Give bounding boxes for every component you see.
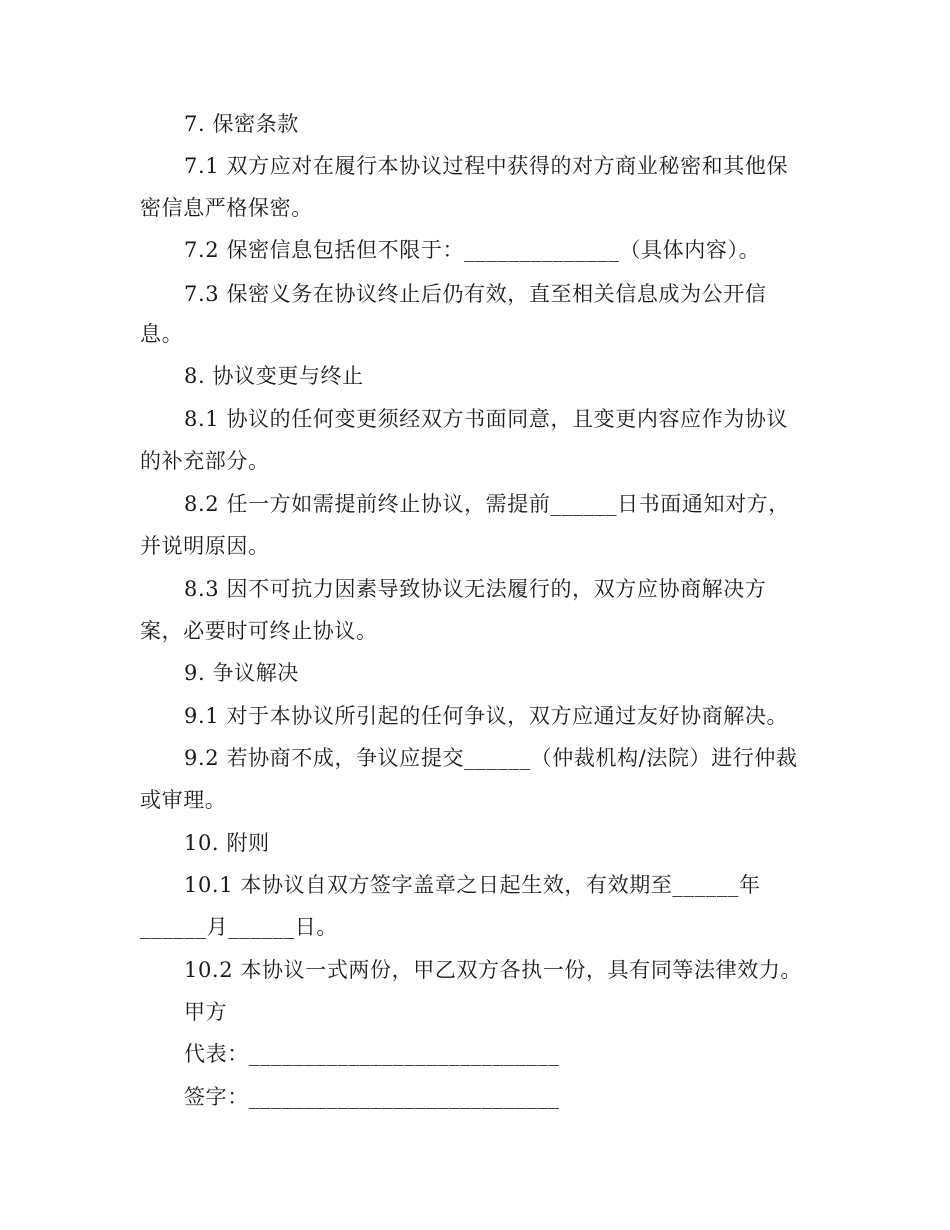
clause-7-3: 7.3 保密义务在协议终止后仍有效，直至相关信息成为公开信	[184, 282, 767, 306]
representative-line: 代表：____________________________	[184, 1042, 560, 1066]
clause-9-1: 9.1 对于本协议所引起的任何争议，双方应通过友好协商解决。	[184, 704, 789, 728]
clause-8-3-cont: 案，必要时可终止协议。	[140, 619, 378, 643]
clause-8-1-cont: 的补充部分。	[140, 449, 270, 473]
clause-10-2: 10.2 本协议一式两份，甲乙双方各执一份，具有同等法律效力。	[184, 958, 803, 982]
section-9-heading: 9. 争议解决	[184, 661, 299, 685]
clause-10-1-cont: ______月______日。	[140, 915, 338, 939]
clause-9-2: 9.2 若协商不成，争议应提交______（仲裁机构/法院）进行仲裁	[184, 746, 798, 770]
clause-7-1-cont: 密信息严格保密。	[140, 196, 313, 220]
clause-9-2-cont: 或审理。	[140, 788, 227, 812]
clause-8-2: 8.2 任一方如需提前终止协议，需提前______日书面通知对方，	[184, 492, 790, 516]
clause-10-1: 10.1 本协议自双方签字盖章之日起生效，有效期至______年	[184, 873, 761, 897]
section-8-heading: 8. 协议变更与终止	[184, 364, 364, 388]
clause-7-2: 7.2 保密信息包括但不限于：______________（具体内容）。	[184, 238, 761, 262]
clause-8-2-cont: 并说明原因。	[140, 534, 270, 558]
clause-7-1: 7.1 双方应对在履行本协议过程中获得的对方商业秘密和其他保	[184, 154, 789, 178]
clause-7-3-cont: 息。	[140, 322, 184, 346]
party-a-label: 甲方	[184, 1000, 228, 1024]
section-7-heading: 7. 保密条款	[184, 112, 299, 136]
signature-line: 签字：____________________________	[184, 1085, 560, 1109]
clause-8-1: 8.1 协议的任何变更须经双方书面同意，且变更内容应作为协议	[184, 407, 789, 431]
section-10-heading: 10. 附则	[184, 831, 270, 855]
clause-8-3: 8.3 因不可抗力因素导致协议无法履行的，双方应协商解决方	[184, 577, 767, 601]
